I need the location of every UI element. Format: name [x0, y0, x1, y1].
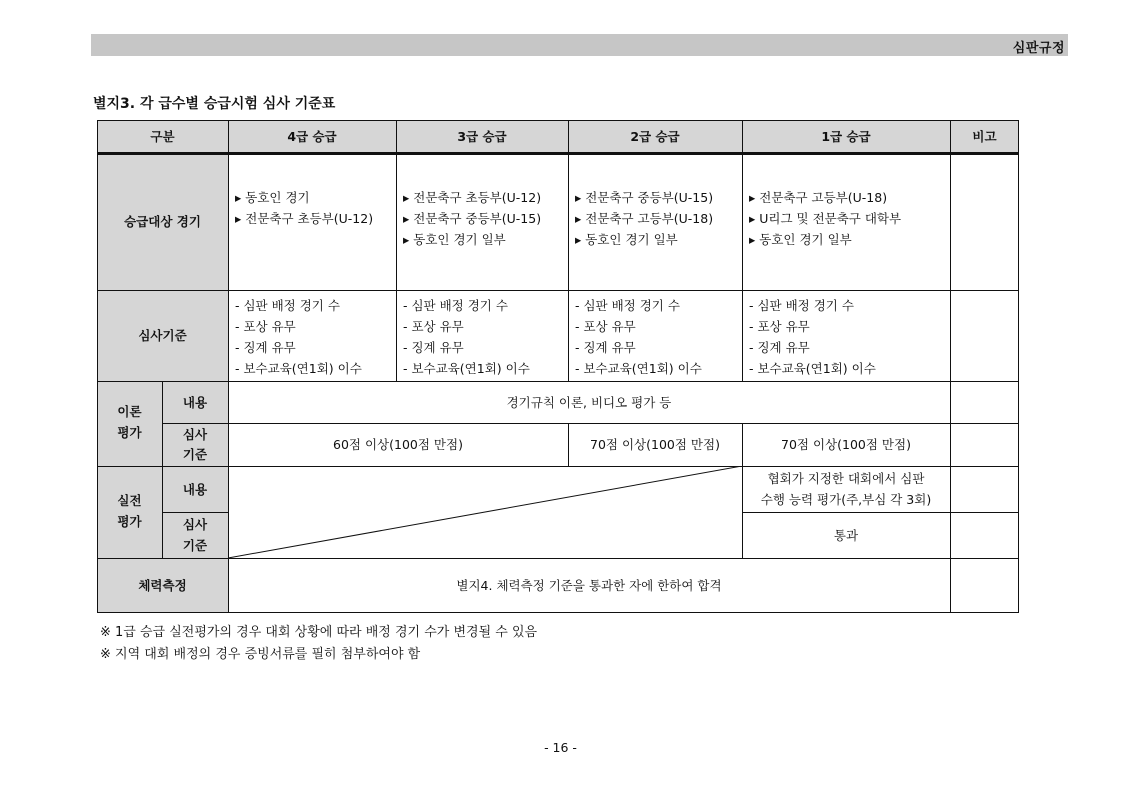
practical-criteria-label — [162, 512, 228, 558]
practical-criteria-grade1: 통과 — [833, 527, 859, 543]
row-divider — [162, 512, 228, 513]
column-divider — [228, 120, 229, 613]
list-item: - 보수교육(연1회) 이수 — [235, 361, 362, 376]
list-item: ▸ 동호인 경기 일부 — [575, 232, 678, 247]
column-divider — [396, 120, 397, 381]
row-label-eligible: 승급대상 경기 — [97, 153, 228, 290]
column-divider — [742, 423, 743, 558]
column-divider — [568, 423, 569, 466]
review-grade4 — [228, 290, 396, 381]
row-divider — [97, 558, 1019, 559]
list-item: ▸ 전문축구 중등부(U-15) — [575, 190, 714, 205]
practical-label-line2: 평가 — [117, 514, 142, 529]
column-divider — [950, 120, 951, 613]
column-divider — [568, 120, 569, 381]
note-item: ※ 1급 승급 실전평가의 경우 대회 상황에 따라 배정 경기 수가 변경될 수 있음 — [100, 625, 538, 640]
list-item: ▸ 동호인 경기 일부 — [403, 232, 506, 247]
list-item: ▸ U리그 및 전문축구 대학부 — [749, 211, 902, 226]
list-item: - 보수교육(연1회) 이수 — [403, 361, 530, 376]
list-item: ▸ 동호인 경기 — [235, 190, 310, 205]
review-grade2 — [568, 290, 742, 381]
row-divider — [742, 512, 1019, 513]
header-cell-category: 구분 — [97, 120, 228, 153]
theory-criteria-label-line1: 심사 — [182, 426, 208, 442]
column-divider — [162, 381, 163, 558]
list-item: ▸ 전문축구 초등부(U-12) — [403, 190, 542, 205]
practical-label-line1: 실전 — [117, 493, 142, 508]
list-item: - 보수교육(연1회) 이수 — [749, 361, 876, 376]
row-divider — [162, 423, 1019, 424]
theory-label-line1: 이론 — [117, 404, 142, 419]
eligible-grade2 — [568, 153, 742, 290]
theory-criteria-grade1: 70점 이상(100점 만점) — [781, 437, 911, 452]
eligible-grade4 — [228, 153, 396, 290]
list-item: - 포상 유무 — [749, 319, 810, 334]
list-item: - 징계 유무 — [235, 340, 296, 355]
list-item: - 보수교육(연1회) 이수 — [575, 361, 702, 376]
note-item: ※ 지역 대회 배정의 경우 증빙서류를 필히 첨부하여야 함 — [100, 647, 421, 662]
not-applicable-diagonal — [228, 466, 742, 558]
row-divider — [97, 381, 1019, 382]
list-item: - 심판 배정 경기 수 — [403, 298, 508, 313]
row-label-review: 심사기준 — [97, 290, 228, 381]
list-item: - 징계 유무 — [749, 340, 810, 355]
row-group-label-practical — [97, 466, 162, 558]
list-item: - 심판 배정 경기 수 — [235, 298, 340, 313]
review-grade1 — [742, 290, 950, 381]
header-cell-grade4: 4급 승급 — [228, 120, 396, 153]
list-item: ▸ 전문축구 고등부(U-18) — [749, 190, 888, 205]
document-title: 별지3. 각 급수별 승급시험 심사 기준표 — [93, 96, 336, 112]
list-item: - 포상 유무 — [403, 319, 464, 334]
row-divider — [97, 290, 1019, 291]
list-item: ▸ 전문축구 중등부(U-15) — [403, 211, 542, 226]
list-item: - 심판 배정 경기 수 — [575, 298, 680, 313]
list-item: ▸ 전문축구 초등부(U-12) — [235, 211, 374, 226]
practical-content-line1: 협회가 지정한 대회에서 심판 — [767, 471, 925, 486]
header-cell-remarks: 비고 — [950, 120, 1019, 153]
practical-content-grade1 — [742, 466, 950, 512]
fitness-value: 별지4. 체력측정 기준을 통과한 자에 한하여 합격 — [456, 578, 722, 593]
list-item: - 포상 유무 — [235, 319, 296, 334]
row-group-label-theory — [97, 381, 162, 466]
practical-criteria-label-line1: 심사 — [182, 517, 208, 532]
header-cell-grade2: 2급 승급 — [568, 120, 742, 153]
table-border — [97, 612, 1019, 613]
eligible-grade1 — [742, 153, 950, 290]
theory-criteria-grade2: 70점 이상(100점 만점) — [590, 437, 720, 452]
row-divider — [97, 466, 1019, 467]
theory-criteria-label — [162, 423, 228, 466]
page-number: - 16 - — [544, 740, 577, 755]
list-item: ▸ 전문축구 고등부(U-18) — [575, 211, 714, 226]
practical-content-line2: 수행 능력 평가(주,부심 각 3회) — [760, 492, 932, 507]
criteria-table — [97, 120, 1019, 613]
eligible-grade3 — [396, 153, 568, 290]
practical-criteria-label-line2: 기준 — [182, 538, 208, 553]
header-cell-grade1: 1급 승급 — [742, 120, 950, 153]
theory-criteria-label-line2: 기준 — [182, 446, 208, 462]
header-title: 심판규정 — [1012, 41, 1065, 56]
list-item: - 징계 유무 — [575, 340, 636, 355]
theory-content-label: 내용 — [162, 381, 228, 423]
table-border — [97, 120, 98, 613]
table-border — [97, 120, 1019, 121]
list-item: - 포상 유무 — [575, 319, 636, 334]
row-label-fitness: 체력측정 — [97, 558, 228, 613]
header-bar — [91, 34, 1068, 56]
theory-criteria-grade4-3: 60점 이상(100점 만점) — [333, 437, 463, 452]
theory-label-line2: 평가 — [117, 425, 142, 440]
notes — [100, 622, 537, 666]
table-border — [1018, 120, 1019, 613]
column-divider — [742, 120, 743, 381]
list-item: ▸ 동호인 경기 일부 — [749, 232, 852, 247]
list-item: - 심판 배정 경기 수 — [749, 298, 854, 313]
header-divider — [97, 152, 1019, 155]
header-cell-grade3: 3급 승급 — [396, 120, 568, 153]
list-item: - 징계 유무 — [403, 340, 464, 355]
theory-content-value: 경기규칙 이론, 비디오 평가 등 — [506, 394, 672, 410]
practical-content-label: 내용 — [162, 466, 228, 512]
review-grade3 — [396, 290, 568, 381]
